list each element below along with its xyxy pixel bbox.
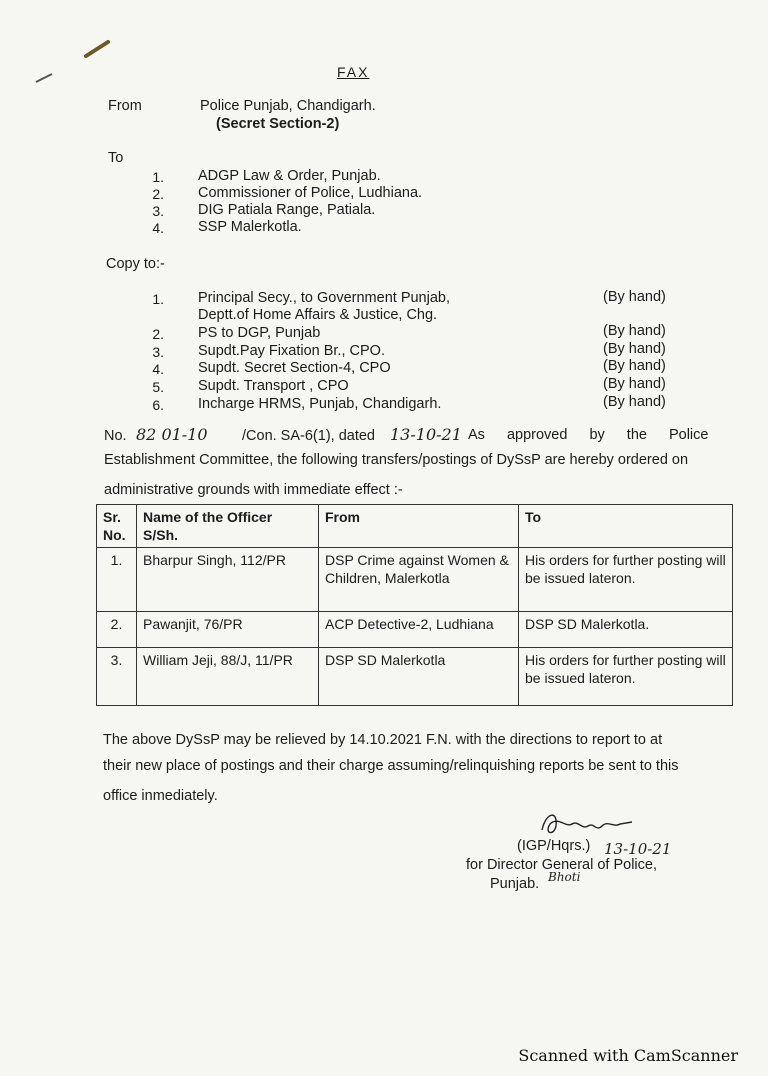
copy-item-text: PS to DGP, Punjab (198, 325, 321, 341)
to-item-text: Commissioner of Police, Ludhiana. (198, 185, 423, 201)
to-item-text: SSP Malerkotla. (198, 219, 302, 235)
copy-item-note: (By hand) (603, 341, 666, 357)
header-sr-no: Sr. No. (97, 505, 137, 548)
copy-item-number: 5. (152, 379, 164, 395)
from-line1: Police Punjab, Chandigarh. (200, 98, 376, 114)
signature-initials: Bhoti (548, 870, 581, 884)
cell-name: William Jeji, 88/J, 11/PR (137, 648, 319, 706)
header-name: Name of the Officer S/Sh. (137, 505, 319, 548)
table-header-row (97, 505, 733, 548)
from-line2: (Secret Section-2) (216, 116, 340, 132)
to-item-text: ADGP Law & Order, Punjab. (198, 168, 381, 184)
copy-item-number: 6. (152, 397, 164, 413)
camscanner-watermark: Scanned with CamScanner (518, 1046, 738, 1065)
signature-designation: (IGP/Hqrs.) (517, 838, 591, 854)
cell-to: His orders for further posting will be issued lateron. (519, 648, 733, 706)
copy-item-note: (By hand) (603, 289, 666, 305)
to-item-number: 4. (152, 220, 164, 236)
copy-item-text-2: Deptt.of Home Affairs & Justice, Chg. (198, 307, 438, 323)
cell-name: Pawanjit, 76/PR (137, 612, 319, 648)
table-row (97, 648, 733, 706)
table-row (97, 612, 733, 648)
copy-item-note: (By hand) (603, 358, 666, 374)
order-con-text: /Con. SA-6(1), dated (242, 428, 375, 444)
copy-item-text: Supdt. Transport , CPO (198, 378, 349, 394)
cell-from: DSP Crime against Women & Children, Malerkotla (319, 548, 519, 612)
pin-mark (84, 38, 112, 58)
cell-sr: 2. (97, 612, 137, 648)
copy-to-label: Copy to:- (106, 256, 165, 272)
copy-item-text: Principal Secy., to Government Punjab, (198, 290, 450, 306)
fax-title: FAX (337, 64, 370, 80)
cell-name: Bharpur Singh, 112/PR (137, 548, 319, 612)
order-no-handwritten: 82 01-10 (136, 425, 208, 444)
copy-item-text: Incharge HRMS, Punjab, Chandigarh. (198, 396, 442, 412)
cell-to: His orders for further posting will be issued lateron. (519, 548, 733, 612)
to-label: To (108, 150, 124, 166)
copy-item-note: (By hand) (603, 376, 666, 392)
header-to: To (519, 505, 733, 548)
closing-line2: their new place of postings and their charge assuming/relinquishing reports be sent to this (103, 758, 679, 774)
signature-place: Punjab. (490, 876, 540, 892)
copy-item-note: (By hand) (603, 323, 666, 339)
signature-date-handwritten: 13-10-21 (604, 840, 672, 858)
cell-from: DSP SD Malerkotla (319, 648, 519, 706)
signature-for-line: for Director General of Police, (466, 857, 657, 873)
signature-scribble (536, 806, 636, 840)
cell-sr: 3. (97, 648, 137, 706)
to-item-number: 3. (152, 203, 164, 219)
order-no-label: No. (104, 428, 127, 444)
transfer-table (96, 504, 733, 706)
copy-item-text: Supdt. Secret Section-4, CPO (198, 360, 391, 376)
copy-item-number: 4. (152, 361, 164, 377)
to-item-number: 1. (152, 169, 164, 185)
from-label: From (108, 98, 142, 114)
copy-item-note: (By hand) (603, 394, 666, 410)
order-line1-rest: As approved by the Police (468, 427, 709, 443)
table-row (97, 548, 733, 612)
pen-mark (34, 72, 54, 84)
to-item-number: 2. (152, 186, 164, 202)
cell-from: ACP Detective-2, Ludhiana (319, 612, 519, 648)
copy-item-number: 2. (152, 326, 164, 342)
order-date-handwritten: 13-10-21 (390, 425, 462, 444)
to-item-text: DIG Patiala Range, Patiala. (198, 202, 376, 218)
closing-line3: office inmediately. (103, 788, 218, 804)
header-from: From (319, 505, 519, 548)
copy-item-text: Supdt.Pay Fixation Br., CPO. (198, 343, 385, 359)
order-line3: administrative grounds with immediate effect :- (104, 482, 403, 498)
copy-item-number: 1. (152, 291, 164, 307)
closing-line1: The above DySsP may be relieved by 14.10.2021 F.N. with the directions to report to at (103, 732, 663, 748)
copy-item-number: 3. (152, 344, 164, 360)
cell-to: DSP SD Malerkotla. (519, 612, 733, 648)
cell-sr: 1. (97, 548, 137, 612)
order-line2: Establishment Committee, the following transfers/postings of DySsP are hereby ordered on (104, 452, 689, 468)
